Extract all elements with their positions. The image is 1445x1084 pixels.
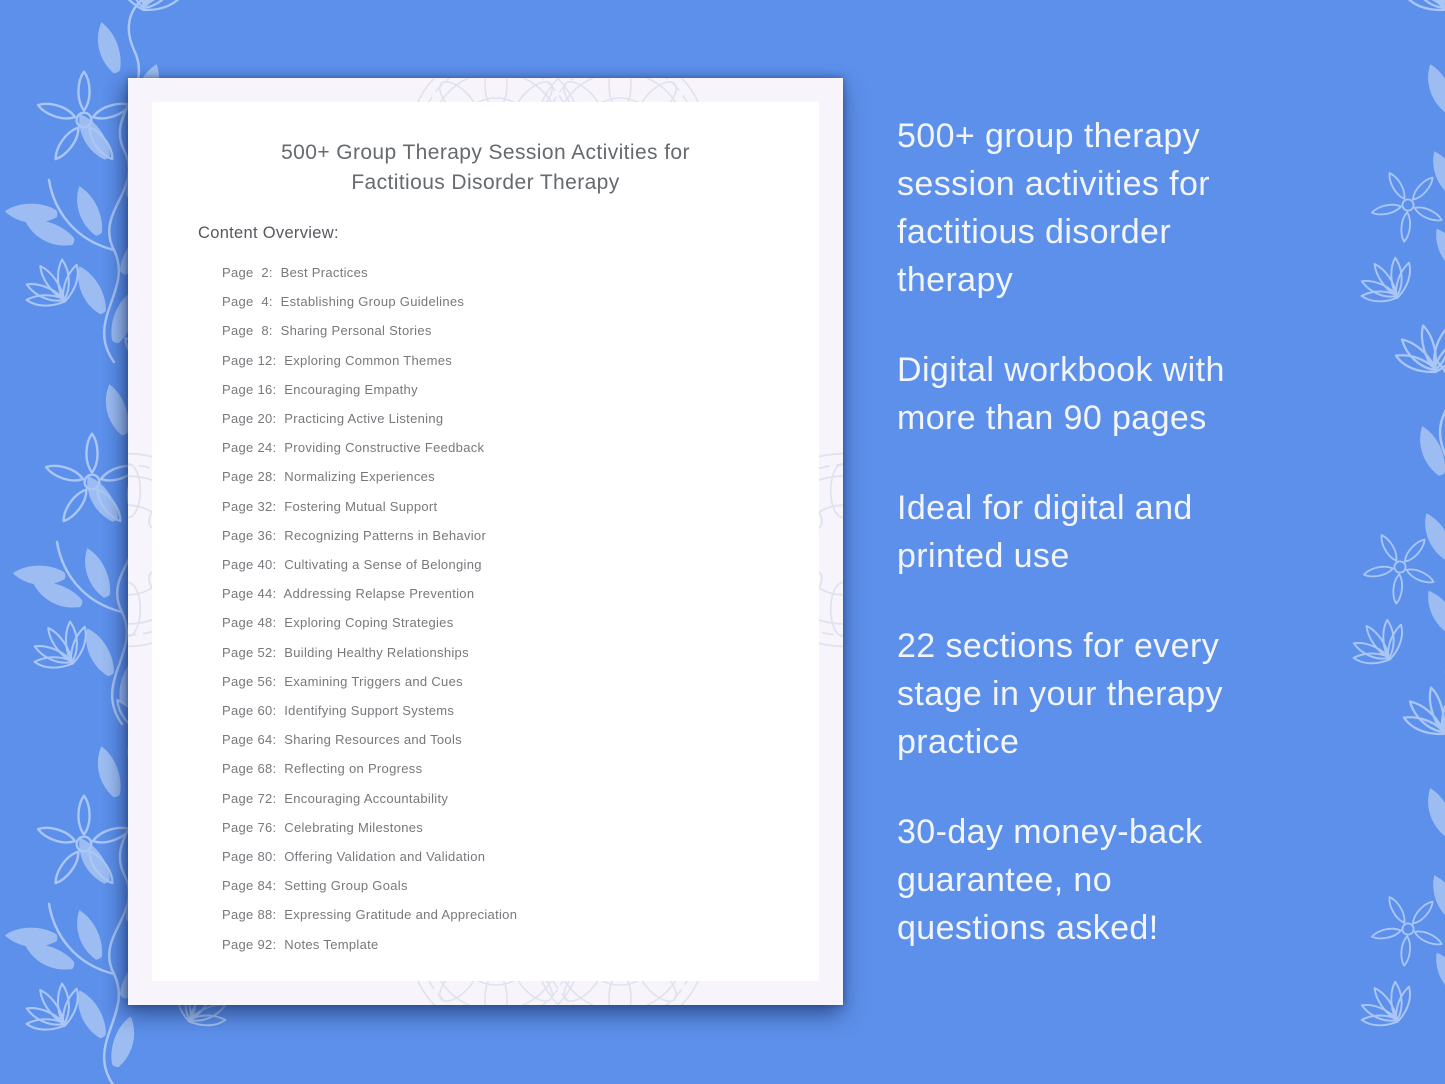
toc-item: Page 60: Identifying Support Systems <box>222 703 455 719</box>
toc-item: Page 44: Addressing Relapse Prevention <box>222 586 475 602</box>
toc-item: Page 32: Fostering Mutual Support <box>222 498 438 514</box>
toc-item: Page 40: Cultivating a Sense of Belonging <box>222 557 482 573</box>
toc-item: Page 12: Exploring Common Themes <box>222 352 453 368</box>
toc-item: Page 68: Reflecting on Progress <box>222 761 423 777</box>
document-title <box>152 138 819 198</box>
toc-item: Page 20: Practicing Active Listening <box>222 411 444 427</box>
marketing-copy <box>897 112 1225 994</box>
table-of-contents <box>222 258 819 959</box>
document-title-line1: 500+ Group Therapy Session Activities for <box>281 141 690 164</box>
toc-item: Page 4: Establishing Group Guidelines <box>222 294 465 310</box>
overview-heading: Content Overview: <box>198 224 339 242</box>
toc-item: Page 48: Exploring Coping Strategies <box>222 615 454 631</box>
toc-item: Page 64: Sharing Resources and Tools <box>222 732 462 748</box>
toc-item: Page 28: Normalizing Experiences <box>222 469 435 485</box>
marketing-paragraph: Digital workbook with more than 90 pages <box>897 351 1225 437</box>
floral-vine-right <box>1323 0 1445 1084</box>
marketing-paragraph: Ideal for digital and printed use <box>897 489 1193 575</box>
document-page <box>152 102 819 981</box>
toc-item: Page 16: Encouraging Empathy <box>222 381 418 397</box>
marketing-paragraph: 30-day money-back guarantee, no questions asked! <box>897 813 1203 947</box>
toc-item: Page 88: Expressing Gratitude and Appreciation <box>222 907 518 923</box>
toc-item: Page 84: Setting Group Goals <box>222 878 408 894</box>
toc-item: Page 24: Providing Constructive Feedback <box>222 440 485 456</box>
document-card <box>128 78 843 1005</box>
marketing-paragraph: 22 sections for every stage in your therapy practice <box>897 627 1223 761</box>
toc-item: Page 2: Best Practices <box>222 265 368 280</box>
toc-item: Page 8: Sharing Personal Stories <box>222 323 432 339</box>
document-title-line2: Factitious Disorder Therapy <box>351 171 620 194</box>
toc-item: Page 52: Building Healthy Relationships <box>222 644 469 660</box>
marketing-paragraph: 500+ group therapy session activities for factitious disorder therapy <box>897 117 1211 299</box>
toc-item: Page 56: Examining Triggers and Cues <box>222 673 463 689</box>
toc-item: Page 92: Notes Template <box>222 936 379 952</box>
toc-item: Page 36: Recognizing Patterns in Behavior <box>222 527 487 543</box>
toc-item: Page 72: Encouraging Accountability <box>222 790 449 806</box>
toc-item: Page 80: Offering Validation and Validation <box>222 849 486 865</box>
toc-item: Page 76: Celebrating Milestones <box>222 819 424 835</box>
